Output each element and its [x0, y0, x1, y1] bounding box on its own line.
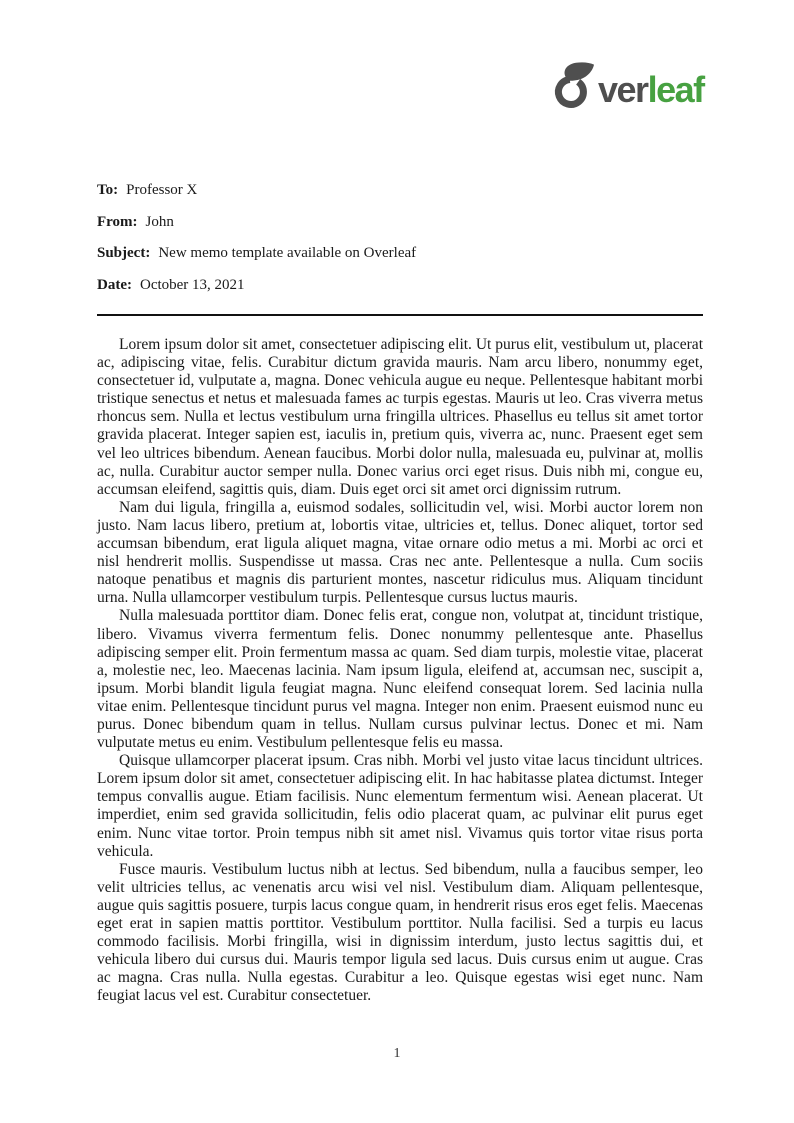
wordmark-green-part: leaf — [647, 69, 704, 110]
memo-header — [97, 182, 703, 308]
memo-body — [97, 336, 703, 1005]
body-paragraph-1: Lorem ipsum dolor sit amet, consectetuer adipiscing elit. Ut purus elit, vestibulum ut, placerat ac, adipiscing vitae, felis. Curabitur dictum gravida mauris. Nam arcu libero, nonummy eget, consectetuer id, vulputate a, magna. Donec vehicula augue eu neque. Pellentesque habitant morbi tristique senectus et netus et malesuada fames ac turpis egestas. Mauris ut leo. Cras viverra metus rhoncus sem. Nulla et lectus vestibulum urna fringilla ultrices. Phasellus eu tellus sit amet tortor gravida placerat. Integer sapien est, iaculis in, pretium quis, viverra ac, nunc. Praesent eget sem vel leo ultrices bibendum. Aenean faucibus. Morbi dolor nulla, malesuada eu, pulvinar at, mollis ac, nulla. Curabitur auctor semper nulla. Donec varius orci eget risus. Duis nibh mi, congue eu, accumsan eleifend, sagittis quis, diam. Duis eget orci sit amet orci dignissim rutrum. — [97, 336, 703, 498]
overleaf-logo — [551, 59, 704, 111]
page-number: 1 — [393, 1046, 401, 1061]
overleaf-leaf-o-icon — [551, 59, 597, 111]
wordmark-gray-part: ver — [598, 69, 648, 110]
body-paragraph-4: Quisque ullamcorper placerat ipsum. Cras nibh. Morbi vel justo vitae lacus tincidunt ultrices. Lorem ipsum dolor sit amet, consectetuer adipiscing elit. In hac habitasse platea dictumst. Integer tempus convallis augue. Etiam facilisis. Nunc elementum fermentum wisi. Aenean placerat. Ut imperdiet, enim sed gravida sollicitudin, felis odio placerat quam, ac pulvinar elit purus eget enim. Nunc vitae tortor. Proin tempus nibh sit amet nisl. Vivamus quis tortor vitae risus porta vehicula. — [97, 752, 703, 860]
overleaf-wordmark — [598, 70, 704, 111]
body-paragraph-3: Nulla malesuada porttitor diam. Donec felis erat, congue non, volutpat at, tincidunt tristique, libero. Vivamus viverra fermentum felis. Donec nonummy pellentesque ante. Phasellus adipiscing semper elit. Proin fermentum massa ac quam. Sed diam turpis, molestie vitae, placerat a, molestie nec, leo. Maecenas lacinia. Nam ipsum ligula, eleifend at, accumsan nec, suscipit a, ipsum. Morbi blandit ligula feugiat magna. Nunc eleifend consequat lorem. Sed lacinia nulla vitae enim. Pellentesque tincidunt purus vel magna. Integer non enim. Praesent euismod nunc eu purus. Donec bibendum quam in tellus. Nullam cursus pulvinar lectus. Donec et mi. Nam vulputate metus eu enim. Vestibulum pellentesque felis eu massa. — [97, 607, 703, 752]
to-value: Professor X — [126, 182, 198, 198]
memo-field-subject — [97, 245, 703, 262]
from-value: John — [145, 213, 174, 230]
date-value: October 13, 2021 — [139, 276, 245, 293]
memo-field-to — [97, 182, 703, 199]
leaf-icon — [565, 62, 594, 80]
body-paragraph-2: Nam dui ligula, fringilla a, euismod sodales, sollicitudin vel, wisi. Morbi auctor lorem non justo. Nam lacus libero, pretium at, lobortis vitae, ultricies et, tellus. Donec aliquet, tortor sed accumsan bibendum, erat ligula aliquet magna, vitae ornare odio metus a mi. Morbi ac orci et nisl hendrerit mollis. Suspendisse ut massa. Cras nec ante. Pellentesque a nulla. Cum sociis natoque penatibus et magnis dis parturient montes, nascetur ridiculus mus. Aliquam tincidunt urna. Nulla ullamcorper vestibulum turpis. Pellentesque cursus luctus mauris. — [97, 498, 703, 607]
from-label: From: — [97, 213, 138, 230]
body-paragraph-5: Fusce mauris. Vestibulum luctus nibh at lectus. Sed bibendum, nulla a faucibus semper, leo velit ultricies tellus, ac venenatis arcu wisi vel nisl. Vestibulum diam. Aliquam pellentesque, augue quis sagittis posuere, turpis lacus congue quam, in hendrerit risus eros eget felis. Maecenas eget erat in sapien mattis porttitor. Vestibulum porttitor. Nulla facilisi. Sed a turpis eu lacus commodo facilisis. Morbi fringilla, wisi in dignissim interdum, justo lectus sagittis dui, et vehicula libero dui cursus dui. Mauris tempor ligula sed lacus. Duis cursus enim ut augue. Cras ac magna. Cras nulla. Nulla egestas. Curabitur a leo. Quisque egestas wisi eget nunc. Nam feugiat lacus vel est. Curabitur consectetuer. — [97, 860, 703, 1005]
date-label: Date: — [97, 276, 132, 293]
to-label: To: — [97, 182, 119, 198]
memo-field-from — [97, 214, 703, 231]
subject-value: New memo template available on Overleaf — [158, 245, 417, 261]
memo-field-date — [97, 277, 703, 294]
o-ring — [558, 80, 583, 105]
subject-label: Subject: — [97, 245, 151, 261]
header-divider-rule — [97, 314, 703, 316]
